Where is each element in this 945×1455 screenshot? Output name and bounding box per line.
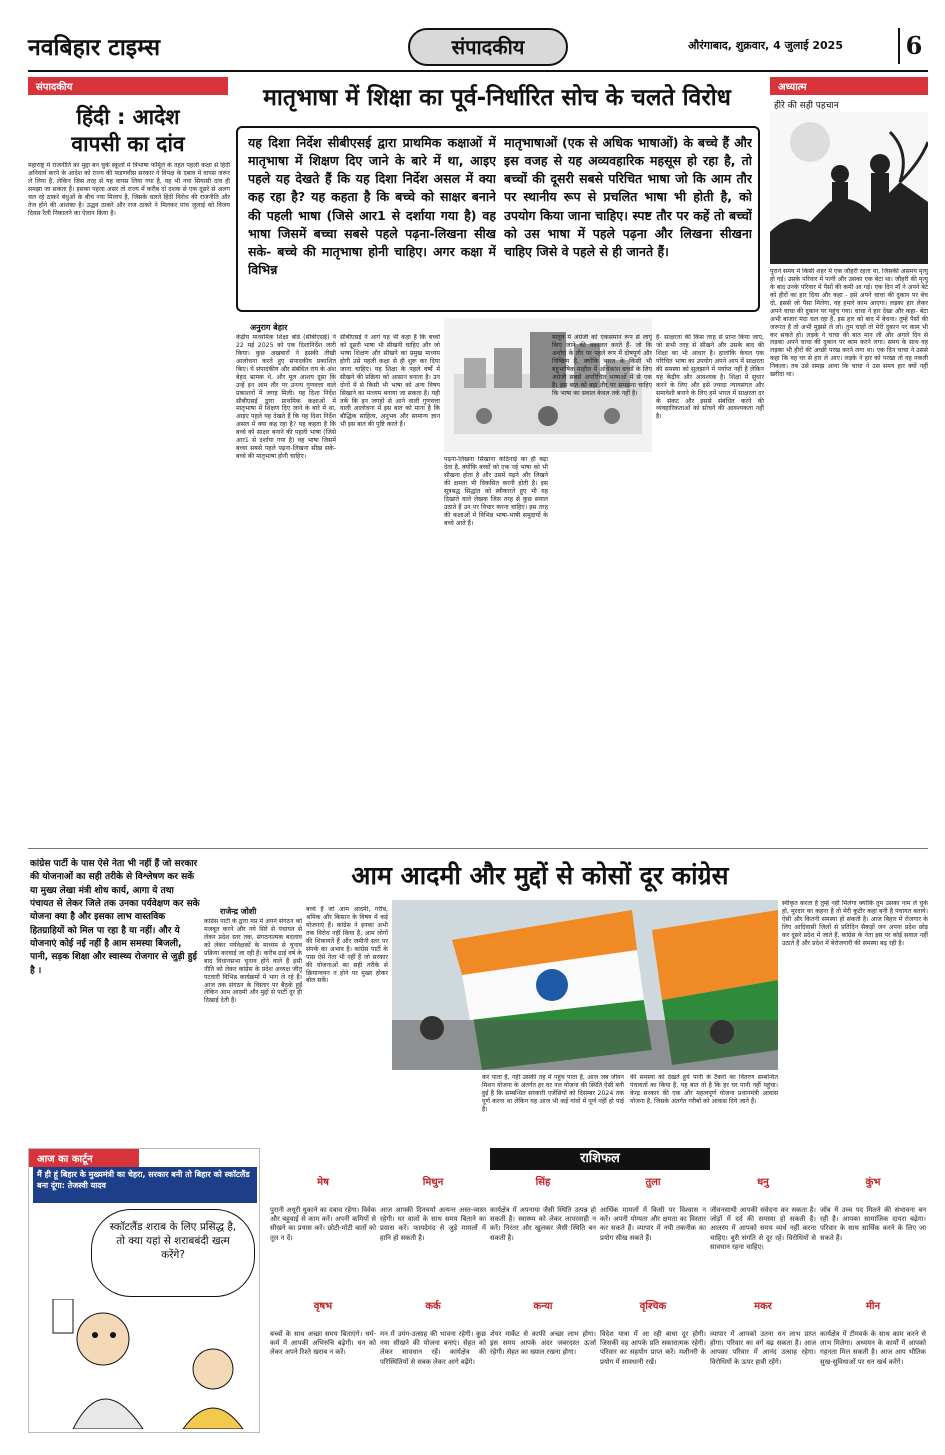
rashi-kark [380,1298,486,1428]
rashi-name: सिंह [535,1177,551,1188]
rashi-makar [710,1298,816,1428]
rashi-name: वृषभ [313,1301,333,1312]
feature-side-quote: कांग्रेस पार्टी के पास ऐसे नेता भी नहीं हैं जो सरकार की योजनाओं का सही तरीके से विश्लेषण कर सकें या मुख्य लेखा मंत्री शोध कार्य, आगा ये तथा पंचायत से लेकर जिले तक उनका पर्यवेक्षण कर सके योजना क्या है और इसका लाभ वास्तविक हितग्राहियों को मिल पा रहा है या नहीं। और ये योजनाएं कोई नई नहीं है आम समस्या बिजली, पानी, सड़क शिक्षा और स्वास्थ्य रोजगार से जुड़ी हुई है । [30,859,200,976]
cartoon-panel [28,1148,260,1433]
editorial-col-4: मातृत में अंग्रेजी को एकसमान रूप से लागू किए जाने की वकालत करते हैं- जो कि अधोरा के तौर पर पहले रूप में दोषपूर्ण और निष्क्रिय है, क्योंकि भारत के किसी भी बहुभाषिक माहौल में अधिकांश बच्चों के लिए अंग्रेजी सबसे अपरिचित भाषाओं में से एक है। इस बात को बड़ा तौर पर समझना चाहिए कि भाषा का सवाल केवल तर्क नहीं है। [552,334,652,397]
feature-col-3: कर पाता है, नहीं उसकी तह में पहुंच पाता है, आज जब जीवन मिशन योजना के अंतर्गत हर घर नल योजना की स्थिति ऐसी बनी हुई है कि सम्बन्धित सरकारी एजेंसियों को दिसम्बर 2024 तक पूर्ण करना था लेकिन यह आज भी कई गांवों में पूर्ण नहीं हो पाई है। [482,1074,624,1113]
rashi-name: तुला [645,1177,661,1188]
rashi-name: मिथुन [422,1177,444,1188]
spiritual-tag: अध्यात्म [770,77,928,95]
left-headline-line2: वापसी का दांव [71,132,185,157]
rashi-text: व्यापार में आपको उतना धन लाभ प्राप्त होगा। परिवार का वर्ग बढ़ सकता है। आज आपका परिवार में आनंद उत्साह रहेगा। विरोधियों के ऊपर हावी रहेंगे। [710,1330,816,1366]
feature-headline: आम आदमी और मुद्दों से कोसों दूर कांग्रेस [351,861,729,890]
masthead-rule [28,70,928,72]
rashi-text: जीवनसाथी आपकी संवेदना कर सकता है। जोड़ों में दर्द की समस्या हो सकती है। आलस्य में आपको समय व्यर्थ नहीं करना चाहिए। बुरी संगति से दूर रहें। विरोधियों से सावधान रहना चाहिए। [710,1206,816,1251]
cartoon-tag: आज का कार्टून [29,1149,139,1167]
pull-quote-right: मातृभाषाओं (एक से अधिक भाषाओं) के बच्चे हैं और इस वजह से यह अव्यवहारिक महसूस हो रहा है, तो बच्चों की दूसरी सबसे परिचित भाषा जो कि आम तौर पर स्थानीय रूप से प्रचलित भाषा भी होती है, को उपयोग किया जाना चाहिए। स्पष्ट तौर पर कहें तो बच्चों को उस भाषा में पहले पढ़ना और लिखना सीखना चाहिए जिसे वे पहले से ही जानते हैं। [504,135,752,259]
rashifal-section [270,1148,928,1433]
rashi-vrishabh [270,1298,376,1428]
rashi-text: मन में उमंग-उत्साह की भावना रहेगी। कुछ नया सीखने की योजना बनाएं। सेहत को लेकर सावधान रहें। कार्यक्षेत्र की परिस्थितियों से सबक लेकर आगे बढ़ेंगे। [380,1330,486,1366]
paper-name: नवबिहार टाइम्स [28,34,161,61]
spiritual-headline: हीरे की सही पहचान [774,101,839,111]
rashi-text: कार्यक्षेत्र में अपनाया जैसी स्थिति उत्पन्न हो सकती है। स्वास्थ्य को लेकर लापरवाही न करें। निरंतर और खुलकर जैसी स्थिति बन सकती है। [490,1206,596,1242]
rashi-text: विदेश यात्रा में आ रही बाधा दूर होगी। जिसकी वह आपके प्रति सकारात्मक रहेगी। परिवार का सहयोग प्राप्त करें। मशीनरी के प्रयोग में सावधानी रखें। [600,1330,706,1366]
section-tag: संपादकीय [28,77,228,95]
rashi-text: आज आपकी दिनचर्या अत्यन्त अस्त-व्यस्त रहेगी। घर वालों के साथ समय बिताने का प्रयास करें। फायदेमंद से जुड़े मामलों में हानि हो सकती है। [380,1206,486,1242]
rashi-name: कुंभ [865,1177,881,1188]
rashi-text: जॉब में उच्च पद मिलने की संभावना बन रही है। आपका सामाजिक दायरा बढ़ेगा। परिवार के साथ सार्थिक करने के लिए जा सकते हैं। [820,1206,926,1242]
rashi-name: कर्क [425,1301,441,1312]
editorial-col-1: केंद्रीय माध्यमिक शिक्षा बोर्ड (सीबीएसई) ने 22 मई 2025 को एक दिशानिर्देश जारी किया। कुछ अखबारों ने इसकी तीखी आलोचना करते हुए संपादकीय प्रकाशित किए। ये संपादकीय और संबंधित राय के अंश बेहद भ्रामक थे, और मूल आशय दूसा कि उन्हें इन आम तौर पर उनन्य गुणवत्ता वाले प्रकाशनों में जगह मिली। यह दिशा निर्देश सीबीएसई द्वारा प्राथमिक कक्षाओं में मातृभाषा में शिक्षण दिए जाने के बारे में था, आइए पहले यह देखते हैं कि यह दिशा निर्देश असल में क्या कह रहा है? यह कहता है कि बच्चे को साक्षर बनाने की पहली भाषा (जिसे आर1 से दर्शाया गया है) वह भाषा जिसमें बच्चा सबसे पहले पढ़ना-लिखना सीख सके- बच्चे की मातृभाषा होनी चाहिए। [236,334,336,461]
feature-author: राजेन्द्र जोशी [220,907,257,916]
editorial-col-5: है- साक्षरता की किस तरह से प्राप्त किया जाए, जो सभी तरह से सीखने और उसके बाद की शिक्षा का भी आधार है। हालांकि केवल एक परिचित भाषा का उपयोग अपने आप में साक्षरता की समस्या को सुलझाने में पर्याप्त नहीं है लेकिन यह केंद्रीय और आवश्यक है। शिक्षा में सुधार करने के लिए और इसे ज्यादा न्यायसंगत और समावेशी बनाने के लिए हमें भारत में साक्षरता दर के संकट और इससे संबंधित करने की व्यवहारिकताओं को सोचने की आवश्यकता नहीं है। [656,334,764,421]
feature-col-2: बच्चे हैं जो आम आदमी, गरीब, श्रमिक और किसान के विषय में कई योजनाएं हैं। कांग्रेस ने इनका अभी तक विरोध नहीं किया है, आम लोगों की शिकायतें हैं और जमीनी स्तर पर संपर्क का अभाव है। कांग्रेस पार्टी के पास ऐसे नेता भी नहीं हैं जो सरकार की योजनाओं का सही तरीके से क्रियान्वयन न होने पर मुखर होकर बोल सकें। [306,906,388,985]
rashi-name: मकर [754,1301,772,1312]
rashi-kumbh [820,1174,926,1290]
left-headline-line1: हिंदी : आदेश [76,105,180,129]
rashifal-title: राशिफल [490,1148,710,1170]
rashi-text: आर्थिक मामलों में किसी पर विश्वास न करें। अपनी योग्यता और क्षमता का विस्तार कर सकते हैं। व्यापार में नयी तकनीक का प्रयोग सीख सकते हैं। [600,1206,706,1242]
pull-quote-box [236,126,760,312]
pull-quote-left: यह दिशा निर्देश सीबीएसई द्वारा प्राथमिक कक्षाओं में मातृभाषा में शिक्षण दिए जाने के बारे में था, आइए पहले यह देखते हैं कि यह दिशा निर्देश असल में क्या कह रहा है? यह कहता है कि बच्चे को साक्षर बनाने की पहली भाषा (जिसे आर1 से दर्शाया गया है) वह भाषा जिसमें बच्चा सबसे पहले पढ़ना-लिखना सीख सके- बच्चे की मातृभाषा होनी चाहिए। अगर कक्षा में विभिन्न [248,135,496,277]
left-headline [28,104,228,159]
spiritual-body: पुराने समय में किसी शहर में एक जौहरी रहता था, जिसकी असमय मृत्यु हो गई। उसके परिवार में पत्नी और उसका एक बेटा था। जौहरी की मृत्यु के बाद उनके परिवार में पैसों की कमी आ गई। एक दिन माँ ने अपने बेटे को हीरों का हार दिया और कहा - इसे अपने चाचा की दुकान पर बेच दो, इससे जो पैसा मिलेगा, वह हमारे काम आएगा। लड़का हार लेकर अपने चाचा की दुकान पर पहुंच गया। चाचा ने हार देखा और कहा- बेटा अभी बाजार मंदा चल रहा है, इस हार को बाद में बेचना। तुम्हें पैसों की जरूरत है तो अभी मुझसे ले लो। तुम चाहो तो मेरी दुकान पर काम भी कर सकते हो। लड़के ने चाचा की बात मान ली और अगले दिन से लड़का अपने चाचा की दुकान पर काम करने लगा। समय के साथ वह लड़का भी हीरों की अच्छी परख करने लगा था। एक दिन चाचा ने उससे कहा कि वह घर से हार ले आए। लड़के ने हार को परखा तो वह नकली निकला। तब उसे समझ आया कि चाचा ने उस समय हार क्यों नहीं खरीदा था। [770,268,928,379]
rashi-tula [600,1174,706,1290]
rashi-mithun [380,1174,486,1290]
feature-col-5: स्वीकृत करता है तुम्हें नहीं मिलेगा क्योंकि तुम उसका नाम ले चुके हो, मुरदार का कहना है तो मेरी कुटीर कहां बनी है पंचायत बताये। ऐसी और कितनी समस्या हो सकती है। आज बिहार में रोजगार के लिए आदिवासी जिलों से प्रतिदिन सैकड़ों जन अपना प्रदेश छोड़ कर दूसरे प्रदेश में जाते हैं, कांग्रेस के नेता इस पर कोई सवाल नहीं उठाते हैं और प्रदेश में बेरोजगारी की समस्या बढ़ रही है। [782,900,928,947]
section-title: संपादकीय [408,28,568,66]
rashi-mesh [270,1174,376,1290]
rashi-meen [820,1298,926,1428]
dateline: औरंगाबाद, शुक्रवार, 4 जुलाई 2025 [688,39,843,52]
rashi-text: शेयर मार्केट से काफी अच्छा लाभ होगा। इस समय आपके अंदर जबरदस्त ऊर्जा रहेगी। सेहत का ख्याल रखना होगा। [490,1330,596,1357]
rashi-name: वृश्चिक [639,1301,667,1312]
editorial-author: अनुराग बेहार [250,323,288,332]
page-number: 6 [898,28,928,64]
left-article-body: महाराष्ट्र में राजनीति का मुद्दा बन चुके स्कूलों में त्रिभाषा फॉर्मूले के तहत पहली कक्षा से हिंदी अनिवार्य करने के आदेश को राज्य की फडणवीस सरकार ने विपक्ष के दबाव में वापस जरूर ले लिया है, लेकिन जिस तरह से यह वापस लिया गया है, वह भी नया सियासी दांव ही समझा जा सकता है। इसका पहला असर तो राज्य में करीब दो दशक से एक दूसरे से अलग चल रहे ठाकरे बंधुओं के बीच नया मिलाप है, जिसके चलते हिंदी विरोध की राजनीति और तेज होने की आशंका है। उद्धव ठाकरे और राज ठाकरे ने मिलकर पांच जुलाई को विजय दिवस रैली निकालने का ऐलान किया है। [28,162,230,217]
rashi-kanya [490,1298,596,1428]
rashi-text: पुरानी अधूरी धुकाने का दबाव रहेगा। विवेक और बहुवाई से काम करें। अपनी कमियों से सीखने का प्रयास करें। छोटी-मोटी बातों को तूल न दें। [270,1206,376,1242]
section-divider [28,848,928,849]
rashi-singh [490,1174,596,1290]
masthead [28,28,928,66]
cartoon-caption: मैं ही हूं बिहार के मुख्यमंत्री का चेहरा, सरकार बनी तो बिहार को स्कॉटलैंड बना दूंगा: तेजस्वी यादव [33,1167,257,1203]
spiritual-image [770,112,928,264]
rashi-name: धनु [757,1177,769,1188]
rashi-dhanu [710,1174,816,1290]
feature-photo [392,900,778,1070]
editorial-col-2: सीबीएसई ने आगे यह भी कहा है कि बच्चों को दूसरी भाषा भी सीखनी चाहिए और जो भाषा शिक्षण और सीखने का प्रमुख माध्यम होगी उसे पहली कक्षा से ही शुरू कर दिया जाना चाहिए। यह शिक्षा के पहले वर्षों में सीखने की प्रक्रिया को आसान बनाता है। उन दोनों में से किसी भी भाषा को अन्य विषय सिखाने का माध्यम बनाया जा सकता है। यही तर्क कि इन जगहों से आने वाली गुणवत्ता वाली आलोचना में इस बात को माना है कि बौद्धिक साहित्य, अनुभव और सामान्य ज्ञान भी इस बात की पुष्टि करते हैं। [340,334,440,429]
feature-col-4: की समस्या को देखते हुये पानी के टैंकरों का वितरण सम्बन्धित पंचायतों का किया है, यह बात तो है कि हर घर पानी नहीं पहुंचा। केन्द्र सरकार की एक और महत्वपूर्ण योजना प्रधानमंत्री आवास योजना है, जिसके अंतर्गत गरीबों को आवास दिये जाने हैं। [630,1074,778,1105]
editorial-headline: मातृभाषा में शिक्षा का पूर्व-निर्धारित सोच के चलते विरोध [263,85,731,111]
editorial-col-3: पढ़ना-लिखना सिखाना कठिनाई का ही बढ़ा देता है, क्योंकि बच्चों को एक नई भाषा को भी सीखना होता है और उसमें पढ़ने और लिखने की क्षमता भी विकसित करनी होती है। इस सूत्रबद्ध सिद्धांत को स्वीकारते हुए भी यह दिखाते वाले लेखक जिस तरह से कुछ सवाल उठाते हैं उन पर विचार करना चाहिए। इस तरह की कक्षाओं में विभिन्न भाषा-भाषी समुदायों के बच्चे आते हैं। [444,456,548,527]
rashi-name: मेष [317,1177,329,1188]
rashi-text: कार्यक्षेत्र में टीमवर्क के साथ काम करने से लाभ मिलेगा। अध्ययन के कार्यों में आपको गहनता मिल सकती है। आज आप भौतिक सुख-सुविधाओं पर धन खर्च करेंगे। [820,1330,926,1366]
feature-col-1: कांग्रेस पार्टी के द्वारा मप्र में अपने संगठन को मजबूत करने और नये सिरे से पंचायत से लेकर प्रदेश स्तर तक, संगठनात्मक बदलाव को लेकर पर्यवेक्षकों के माध्यम से चुनाव प्रक्रिया करवाई जा रही है। करीब ढाई वर्ष के बाद विधानसभा चुनाव होने वाले हैं इसी नीति को लेकर कांग्रेस के प्रदेश अध्यक्ष जीतू पटवारी विभिन्न कार्यक्रमों में भाग ले रहे हैं। आज तक संगठन के विस्तार पर बैठकें हुईं लेकिन आम आदमी और मुद्दों से पार्टी दूर ही दिखाई देती है। [204,918,302,1005]
cartoon-drawing [33,1299,257,1429]
rashi-name: कन्या [533,1301,553,1312]
rashi-text: बच्चों के साथ अच्छा समय बिताएंगे। धर्म-कर्म में आपकी अभिरुचि बढ़ेगी। धन को लेकर अपने रिश्ते खराब न करें। [270,1330,376,1357]
rashi-name: मीन [865,1301,881,1312]
rashi-vrishchik [600,1298,706,1428]
cartoon-speech-bubble: स्कॉटलैंड शराब के लिए प्रसिद्ध है, तो क्या यहां से शराबबंदी खत्म करेंगे? [91,1209,255,1297]
